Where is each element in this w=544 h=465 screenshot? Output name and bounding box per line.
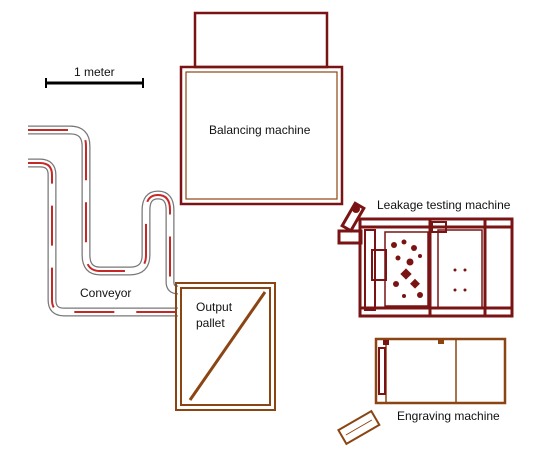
leakage-machine-label: Leakage testing machine xyxy=(377,198,511,212)
engraving-machine-label: Engraving machine xyxy=(397,409,500,423)
output-pallet xyxy=(176,283,275,410)
engraving-machine xyxy=(376,339,505,423)
scale-bar xyxy=(46,65,143,88)
input-tray xyxy=(338,411,379,444)
conveyor xyxy=(28,130,178,312)
output-pallet-label-line2: pallet xyxy=(196,316,225,330)
balancing-machine xyxy=(181,13,342,204)
leakage-testing-machine xyxy=(339,198,512,316)
output-pallet-label-line1: Output xyxy=(196,300,233,314)
conveyor-label: Conveyor xyxy=(80,286,132,300)
balancing-machine-label: Balancing machine xyxy=(209,123,311,137)
scale-bar-label: 1 meter xyxy=(74,65,115,79)
